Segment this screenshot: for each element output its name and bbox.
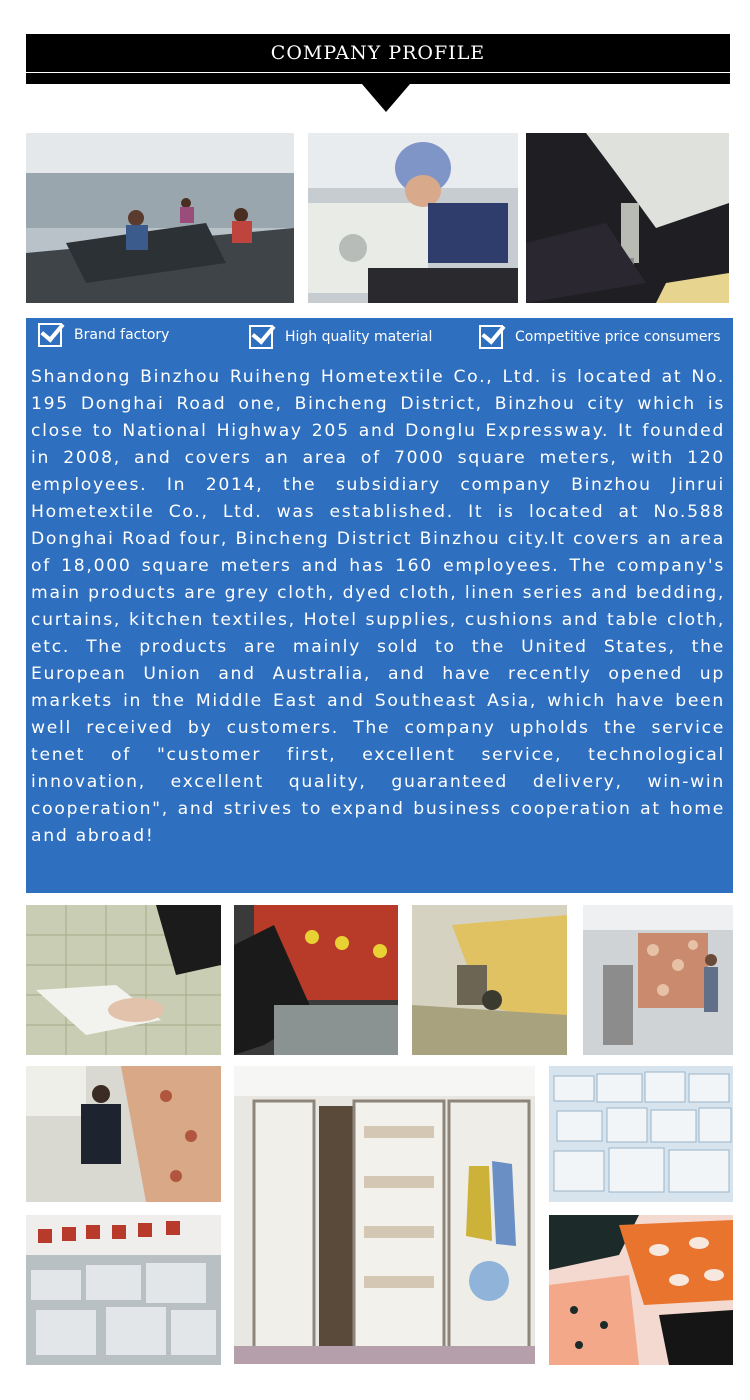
stacked-fabric-warehouse-photo [26,1215,221,1365]
textile-press-photo [234,905,398,1055]
fabric-cutting-photo [26,905,221,1055]
company-info-panel [26,318,733,893]
checkbox-icon [38,323,62,347]
banner-divider [26,72,730,73]
company-description: Shandong Binzhou Ruiheng Hometextile Co., Ltd. is located at No. 195 Donghai Road one, Bincheng District, Binzhou city which is close to National Highway 205 and Donglu Expressway. It founded in 2008, and covers an area of 7000 square meters, with 120 employees. In 2014, the subsidiary company Binzhou Jinrui Hometextile Co., Ltd. was established. It is located at No.588 Donghai Road four, Bincheng District Binzhou city.It covers an area of 18,000 square meters and has 160 employees. The company's main products are grey cloth, dyed cloth, linen series and bedding, curtains, kitchen textiles, Hotel supplies, cushions and table cloth, etc. The products are mainly sold to the United States, the European Union and Australia, and have recently opened up markets in the Middle East and Southeast Asia, which have been well received by customers. The company upholds the service tenet of "customer first, excellent service, technological innovation, excellent quality, guaranteed delivery, win-win cooperation", and strives to expand business cooperation at home and abroad! [31,367,725,846]
folded-fabric-stacks-photo [549,1066,733,1202]
checkbox-icon [249,325,273,349]
factory-floor-photo [26,133,294,303]
industrial-sewing-machine-photo [412,905,567,1055]
sewing-worker-photo [308,133,518,303]
down-arrow-icon [362,84,410,112]
printed-fabric-samples-photo [549,1215,733,1365]
feature-label: High quality material [285,329,433,345]
sewing-machine-closeup-photo [526,133,729,303]
feature-competitive-price [479,322,720,352]
feature-brand-factory [38,320,169,350]
checkbox-icon [479,325,503,349]
fabric-inspection-photo [583,905,733,1055]
feature-label: Competitive price consumers [515,329,721,345]
showroom-display-photo [234,1066,535,1364]
page-title: COMPANY PROFILE [270,42,486,64]
feature-high-quality-material [249,322,432,352]
feature-label: Brand factory [74,327,170,343]
header-banner [26,34,730,84]
worker-inspecting-fabric-photo [26,1066,221,1202]
